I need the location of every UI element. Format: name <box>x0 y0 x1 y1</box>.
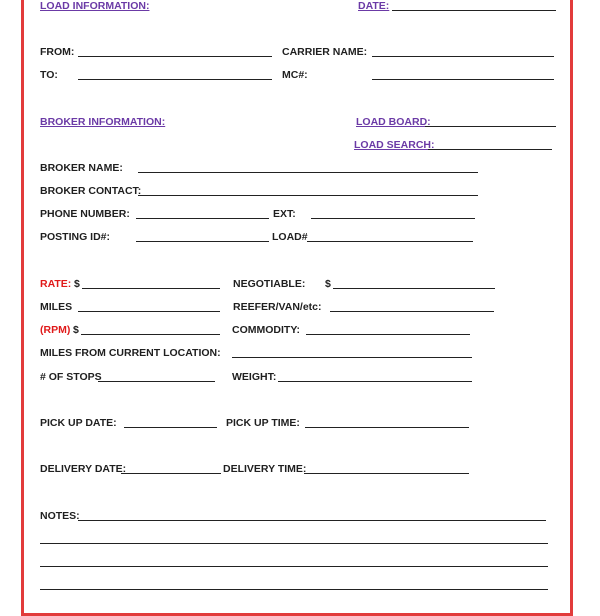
posting-id-label: POSTING ID#: <box>40 231 111 243</box>
broker-contact-label: BROKER CONTACT: <box>40 185 142 197</box>
delivery-date-field[interactable] <box>121 473 221 474</box>
pickup-time-field[interactable] <box>305 427 469 428</box>
delivery-date-label: DELIVERY DATE: <box>40 463 127 475</box>
posting-id-field[interactable] <box>136 241 269 242</box>
rpm-field[interactable] <box>81 334 220 335</box>
weight-label: WEIGHT: <box>232 371 277 383</box>
broker-name-field[interactable] <box>138 172 478 173</box>
miles-from-location-label: MILES FROM CURRENT LOCATION: <box>40 347 221 359</box>
reefer-van-field[interactable] <box>330 311 494 312</box>
rate-field[interactable] <box>82 288 220 289</box>
pickup-time-label: PICK UP TIME: <box>226 417 300 429</box>
load-search-field[interactable] <box>428 149 552 150</box>
miles-from-location-field[interactable] <box>232 357 472 358</box>
rpm-label: (RPM) <box>40 324 71 336</box>
stops-label: # OF STOPS <box>40 371 102 383</box>
ext-label: EXT: <box>273 208 296 220</box>
pickup-date-label: PICK UP DATE: <box>40 417 117 429</box>
negotiable-dollar-sign: $ <box>325 278 331 290</box>
commodity-field[interactable] <box>306 334 470 335</box>
to-field[interactable] <box>78 79 272 80</box>
notes-line-4[interactable] <box>40 589 548 590</box>
carrier-name-label: CARRIER NAME: <box>282 46 368 58</box>
broker-information-heading: BROKER INFORMATION: <box>40 116 166 128</box>
load-search-label: LOAD SEARCH: <box>354 139 435 151</box>
notes-line-2[interactable] <box>40 543 548 544</box>
notes-line-3[interactable] <box>40 566 548 567</box>
rate-dollar-sign: $ <box>74 278 80 290</box>
delivery-time-label: DELIVERY TIME: <box>223 463 307 475</box>
delivery-time-field[interactable] <box>304 473 469 474</box>
rpm-dollar-sign: $ <box>73 324 79 336</box>
to-label: TO: <box>40 69 58 81</box>
date-label: DATE: <box>358 0 390 12</box>
carrier-name-field[interactable] <box>372 56 554 57</box>
mc-field[interactable] <box>372 79 554 80</box>
negotiable-label: NEGOTIABLE: <box>233 278 306 290</box>
from-field[interactable] <box>78 56 272 57</box>
notes-line-1[interactable] <box>78 520 546 521</box>
miles-field[interactable] <box>78 311 220 312</box>
weight-field[interactable] <box>278 381 472 382</box>
commodity-label: COMMODITY: <box>232 324 301 336</box>
load-board-label: LOAD BOARD: <box>356 116 431 128</box>
rate-label: RATE: <box>40 278 72 290</box>
from-label: FROM: <box>40 46 75 58</box>
date-field[interactable] <box>392 10 556 11</box>
mc-label: MC#: <box>282 69 308 81</box>
phone-number-field[interactable] <box>136 218 269 219</box>
ext-field[interactable] <box>311 218 475 219</box>
load-information-heading: LOAD INFORMATION: <box>40 0 150 12</box>
load-board-field[interactable] <box>425 126 556 127</box>
reefer-van-label: REEFER/VAN/etc: <box>233 301 322 313</box>
pickup-date-field[interactable] <box>124 427 217 428</box>
phone-number-label: PHONE NUMBER: <box>40 208 130 220</box>
stops-field[interactable] <box>98 381 215 382</box>
broker-name-label: BROKER NAME: <box>40 162 123 174</box>
notes-label: NOTES: <box>40 510 80 522</box>
load-number-field[interactable] <box>307 241 473 242</box>
load-number-label: LOAD# <box>272 231 308 243</box>
miles-label: MILES <box>40 301 73 313</box>
broker-contact-field[interactable] <box>138 195 478 196</box>
negotiable-field[interactable] <box>333 288 495 289</box>
